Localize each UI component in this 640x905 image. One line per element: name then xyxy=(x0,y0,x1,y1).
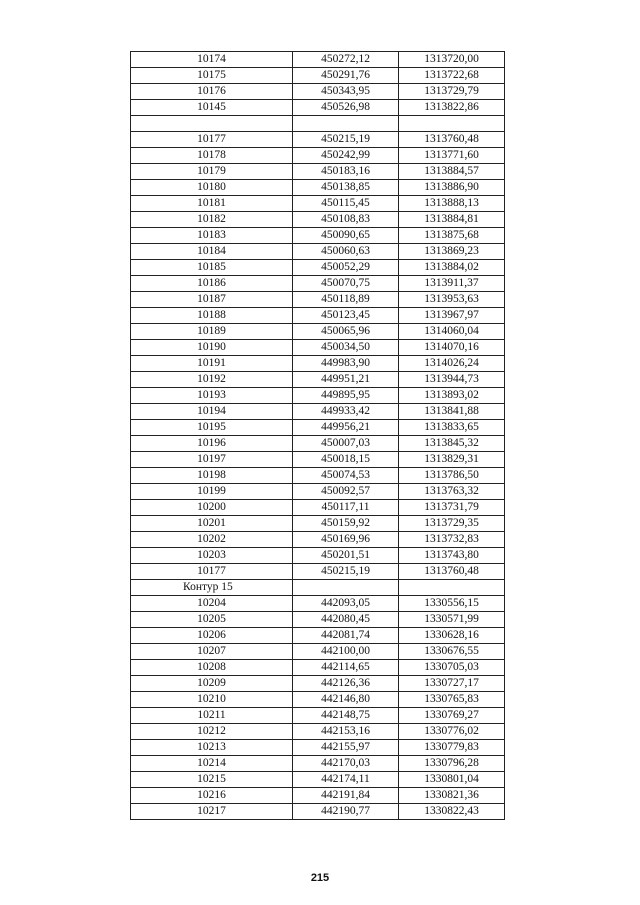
x-coordinate-cell: 450108,83 xyxy=(293,212,399,228)
x-coordinate-cell: 450159,92 xyxy=(293,516,399,532)
x-coordinate-cell: 450123,45 xyxy=(293,308,399,324)
x-coordinate-cell: 449956,21 xyxy=(293,420,399,436)
point-number-cell: 10174 xyxy=(131,52,293,68)
table-row xyxy=(131,244,505,260)
y-coordinate-cell xyxy=(399,116,505,132)
y-coordinate-cell: 1313833,65 xyxy=(399,420,505,436)
point-number-cell: 10198 xyxy=(131,468,293,484)
table-row xyxy=(131,500,505,516)
table-row xyxy=(131,196,505,212)
table-row xyxy=(131,740,505,756)
x-coordinate-cell: 450169,96 xyxy=(293,532,399,548)
x-coordinate-cell: 442080,45 xyxy=(293,612,399,628)
y-coordinate-cell: 1314060,04 xyxy=(399,324,505,340)
table-row xyxy=(131,180,505,196)
y-coordinate-cell: 1314070,16 xyxy=(399,340,505,356)
x-coordinate-cell: 442148,75 xyxy=(293,708,399,724)
table-row xyxy=(131,484,505,500)
x-coordinate-cell: 450242,99 xyxy=(293,148,399,164)
point-number-cell xyxy=(131,116,293,132)
x-coordinate-cell: 449933,42 xyxy=(293,404,399,420)
y-coordinate-cell: 1313888,13 xyxy=(399,196,505,212)
x-coordinate-cell: 442153,16 xyxy=(293,724,399,740)
x-coordinate-cell: 450065,96 xyxy=(293,324,399,340)
x-coordinate-cell: 450138,85 xyxy=(293,180,399,196)
point-number-cell: 10180 xyxy=(131,180,293,196)
y-coordinate-cell: 1313841,88 xyxy=(399,404,505,420)
y-coordinate-cell: 1330676,55 xyxy=(399,644,505,660)
table-row xyxy=(131,724,505,740)
point-number-cell: 10216 xyxy=(131,788,293,804)
x-coordinate-cell: 450201,51 xyxy=(293,548,399,564)
point-number-cell: 10213 xyxy=(131,740,293,756)
x-coordinate-cell: 449951,21 xyxy=(293,372,399,388)
table-row xyxy=(131,436,505,452)
table-row xyxy=(131,564,505,580)
y-coordinate-cell: 1330796,28 xyxy=(399,756,505,772)
table-row xyxy=(131,228,505,244)
table-row xyxy=(131,788,505,804)
point-number-cell: 10197 xyxy=(131,452,293,468)
x-coordinate-cell: 450115,45 xyxy=(293,196,399,212)
table-row xyxy=(131,516,505,532)
x-coordinate-cell: 450343,95 xyxy=(293,84,399,100)
y-coordinate-cell: 1330705,03 xyxy=(399,660,505,676)
point-number-cell: 10203 xyxy=(131,548,293,564)
contour-label: Контур 15 xyxy=(131,580,293,596)
point-number-cell: 10176 xyxy=(131,84,293,100)
y-coordinate-cell: 1313760,48 xyxy=(399,564,505,580)
point-number-cell: 10210 xyxy=(131,692,293,708)
x-coordinate-cell: 442100,00 xyxy=(293,644,399,660)
x-coordinate-cell: 442146,80 xyxy=(293,692,399,708)
y-coordinate-cell: 1313729,35 xyxy=(399,516,505,532)
y-coordinate-cell: 1313845,32 xyxy=(399,436,505,452)
x-coordinate-cell: 450052,29 xyxy=(293,260,399,276)
x-coordinate-cell: 450215,19 xyxy=(293,564,399,580)
y-coordinate-cell: 1330821,36 xyxy=(399,788,505,804)
point-number-cell: 10206 xyxy=(131,628,293,644)
table-row xyxy=(131,660,505,676)
x-coordinate-cell: 442174,11 xyxy=(293,772,399,788)
y-coordinate-cell: 1313786,50 xyxy=(399,468,505,484)
x-coordinate-cell: 450007,03 xyxy=(293,436,399,452)
x-coordinate-cell: 442191,84 xyxy=(293,788,399,804)
x-coordinate-cell: 450074,53 xyxy=(293,468,399,484)
x-coordinate-cell: 449983,90 xyxy=(293,356,399,372)
table-row xyxy=(131,116,505,132)
y-coordinate-cell: 1313884,81 xyxy=(399,212,505,228)
table-row xyxy=(131,388,505,404)
point-number-cell: 10175 xyxy=(131,68,293,84)
point-number-cell: 10191 xyxy=(131,356,293,372)
table-row xyxy=(131,84,505,100)
y-coordinate-cell: 1313884,57 xyxy=(399,164,505,180)
table-row xyxy=(131,308,505,324)
point-number-cell: 10177 xyxy=(131,132,293,148)
coordinates-table xyxy=(130,51,505,820)
point-number-cell: 10182 xyxy=(131,212,293,228)
x-coordinate-cell: 450070,75 xyxy=(293,276,399,292)
point-number-cell: 10204 xyxy=(131,596,293,612)
table-row xyxy=(131,100,505,116)
y-coordinate-cell: 1330822,43 xyxy=(399,804,505,820)
y-coordinate-cell: 1313760,48 xyxy=(399,132,505,148)
y-coordinate-cell: 1313911,37 xyxy=(399,276,505,292)
point-number-cell: 10196 xyxy=(131,436,293,452)
x-coordinate-cell: 450117,11 xyxy=(293,500,399,516)
point-number-cell: 10205 xyxy=(131,612,293,628)
y-coordinate-cell: 1313953,63 xyxy=(399,292,505,308)
table-row xyxy=(131,708,505,724)
table-row xyxy=(131,324,505,340)
x-coordinate-cell: 450118,89 xyxy=(293,292,399,308)
y-coordinate-cell: 1313743,80 xyxy=(399,548,505,564)
table-row xyxy=(131,52,505,68)
y-coordinate-cell: 1313720,00 xyxy=(399,52,505,68)
point-number-cell: 10199 xyxy=(131,484,293,500)
table-row xyxy=(131,212,505,228)
table-row xyxy=(131,676,505,692)
point-number-cell: 10208 xyxy=(131,660,293,676)
table-row xyxy=(131,804,505,820)
table-row xyxy=(131,292,505,308)
table-row xyxy=(131,420,505,436)
table-row xyxy=(131,692,505,708)
point-number-cell: 10194 xyxy=(131,404,293,420)
point-number-cell: 10178 xyxy=(131,148,293,164)
y-coordinate-cell: 1313722,68 xyxy=(399,68,505,84)
y-coordinate-cell: 1313886,90 xyxy=(399,180,505,196)
point-number-cell: 10181 xyxy=(131,196,293,212)
table-row xyxy=(131,148,505,164)
table-row xyxy=(131,132,505,148)
point-number-cell: 10212 xyxy=(131,724,293,740)
y-coordinate-cell: 1330801,04 xyxy=(399,772,505,788)
y-coordinate-cell xyxy=(399,580,505,596)
y-coordinate-cell: 1313763,32 xyxy=(399,484,505,500)
y-coordinate-cell: 1313729,79 xyxy=(399,84,505,100)
x-coordinate-cell: 442126,36 xyxy=(293,676,399,692)
x-coordinate-cell: 450034,50 xyxy=(293,340,399,356)
table-row xyxy=(131,756,505,772)
y-coordinate-cell: 1313829,31 xyxy=(399,452,505,468)
point-number-cell: 10186 xyxy=(131,276,293,292)
x-coordinate-cell: 450090,65 xyxy=(293,228,399,244)
table-row xyxy=(131,772,505,788)
y-coordinate-cell: 1330769,27 xyxy=(399,708,505,724)
point-number-cell: 10207 xyxy=(131,644,293,660)
table-row xyxy=(131,164,505,180)
y-coordinate-cell: 1330571,99 xyxy=(399,612,505,628)
point-number-cell: 10193 xyxy=(131,388,293,404)
y-coordinate-cell: 1313731,79 xyxy=(399,500,505,516)
x-coordinate-cell: 450272,12 xyxy=(293,52,399,68)
y-coordinate-cell: 1313869,23 xyxy=(399,244,505,260)
table-row xyxy=(131,468,505,484)
point-number-cell: 10183 xyxy=(131,228,293,244)
x-coordinate-cell: 450526,98 xyxy=(293,100,399,116)
x-coordinate-cell: 442170,03 xyxy=(293,756,399,772)
y-coordinate-cell: 1330765,83 xyxy=(399,692,505,708)
y-coordinate-cell: 1330776,02 xyxy=(399,724,505,740)
y-coordinate-cell: 1314026,24 xyxy=(399,356,505,372)
point-number-cell: 10202 xyxy=(131,532,293,548)
point-number-cell: 10215 xyxy=(131,772,293,788)
y-coordinate-cell: 1313822,86 xyxy=(399,100,505,116)
x-coordinate-cell: 442093,05 xyxy=(293,596,399,612)
point-number-cell: 10190 xyxy=(131,340,293,356)
x-coordinate-cell: 450092,57 xyxy=(293,484,399,500)
x-coordinate-cell xyxy=(293,580,399,596)
y-coordinate-cell: 1313893,02 xyxy=(399,388,505,404)
point-number-cell: 10192 xyxy=(131,372,293,388)
table-row xyxy=(131,340,505,356)
table-row xyxy=(131,548,505,564)
x-coordinate-cell: 442081,74 xyxy=(293,628,399,644)
table-row xyxy=(131,404,505,420)
table-row xyxy=(131,452,505,468)
y-coordinate-cell: 1330628,16 xyxy=(399,628,505,644)
point-number-cell: 10189 xyxy=(131,324,293,340)
point-number-cell: 10195 xyxy=(131,420,293,436)
point-number-cell: 10209 xyxy=(131,676,293,692)
y-coordinate-cell: 1313944,73 xyxy=(399,372,505,388)
page-number: 215 xyxy=(310,872,330,884)
table-row xyxy=(131,596,505,612)
point-number-cell: 10179 xyxy=(131,164,293,180)
table-row xyxy=(131,356,505,372)
x-coordinate-cell: 450291,76 xyxy=(293,68,399,84)
point-number-cell: 10188 xyxy=(131,308,293,324)
table-row xyxy=(131,260,505,276)
point-number-cell: 10217 xyxy=(131,804,293,820)
x-coordinate-cell: 450018,15 xyxy=(293,452,399,468)
point-number-cell: 10184 xyxy=(131,244,293,260)
point-number-cell: 10211 xyxy=(131,708,293,724)
contour-header-row xyxy=(131,580,505,596)
point-number-cell: 10214 xyxy=(131,756,293,772)
table-row xyxy=(131,532,505,548)
x-coordinate-cell: 450060,63 xyxy=(293,244,399,260)
table-row xyxy=(131,68,505,84)
point-number-cell: 10185 xyxy=(131,260,293,276)
y-coordinate-cell: 1313732,83 xyxy=(399,532,505,548)
y-coordinate-cell: 1313771,60 xyxy=(399,148,505,164)
table-row xyxy=(131,644,505,660)
point-number-cell: 10145 xyxy=(131,100,293,116)
x-coordinate-cell: 449895,95 xyxy=(293,388,399,404)
coordinates-table-body xyxy=(131,52,505,820)
y-coordinate-cell: 1330779,83 xyxy=(399,740,505,756)
y-coordinate-cell: 1313967,97 xyxy=(399,308,505,324)
y-coordinate-cell: 1313884,02 xyxy=(399,260,505,276)
point-number-cell: 10187 xyxy=(131,292,293,308)
point-number-cell: 10200 xyxy=(131,500,293,516)
y-coordinate-cell: 1330556,15 xyxy=(399,596,505,612)
table-row xyxy=(131,612,505,628)
x-coordinate-cell: 442155,97 xyxy=(293,740,399,756)
x-coordinate-cell: 450183,16 xyxy=(293,164,399,180)
table-row xyxy=(131,628,505,644)
point-number-cell: 10177 xyxy=(131,564,293,580)
table-row xyxy=(131,276,505,292)
table-row xyxy=(131,372,505,388)
x-coordinate-cell: 442114,65 xyxy=(293,660,399,676)
point-number-cell: 10201 xyxy=(131,516,293,532)
x-coordinate-cell: 450215,19 xyxy=(293,132,399,148)
y-coordinate-cell: 1313875,68 xyxy=(399,228,505,244)
x-coordinate-cell xyxy=(293,116,399,132)
y-coordinate-cell: 1330727,17 xyxy=(399,676,505,692)
x-coordinate-cell: 442190,77 xyxy=(293,804,399,820)
